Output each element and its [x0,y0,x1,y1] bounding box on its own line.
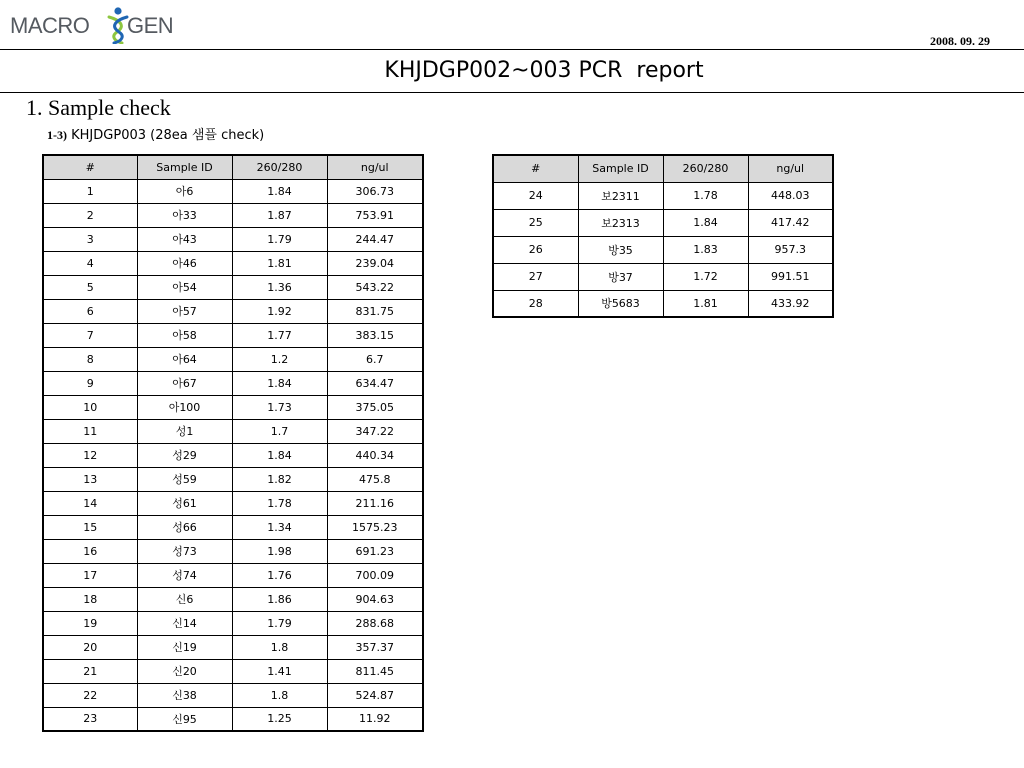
cell-ratio: 1.84 [232,371,327,395]
header-rule-top [0,49,1024,50]
cell-ratio: 1.8 [232,635,327,659]
table-row [493,290,833,317]
section-heading: 1. Sample check [26,95,171,120]
cell-ratio: 1.79 [232,611,327,635]
report-date: 2008. 09. 29 [930,34,990,48]
cell-number: 10 [43,395,137,419]
table-row [43,611,423,635]
cell-sample-id: 방5683 [578,290,663,317]
cell-number: 4 [43,251,137,275]
table-row [43,371,423,395]
cell-concentration: 11.92 [327,707,423,731]
cell-sample-id: 신6 [137,587,232,611]
cell-number: 11 [43,419,137,443]
cell-number: 7 [43,323,137,347]
cell-sample-id: 성61 [137,491,232,515]
table-row [43,707,423,731]
table-body [43,179,423,731]
page-title: KHJDGP002~003 PCR report [384,58,704,83]
cell-sample-id: 신20 [137,659,232,683]
table-row [43,467,423,491]
cell-number: 3 [43,227,137,251]
cell-sample-id: 성59 [137,467,232,491]
cell-sample-id: 성74 [137,563,232,587]
cell-ratio: 1.84 [663,209,748,236]
cell-concentration: 211.16 [327,491,423,515]
cell-number: 9 [43,371,137,395]
table-row [43,299,423,323]
cell-sample-id: 신95 [137,707,232,731]
cell-concentration: 383.15 [327,323,423,347]
cell-concentration: 433.92 [748,290,833,317]
table-row [493,236,833,263]
column-header-sample-id: Sample ID [578,155,663,182]
table-row [43,491,423,515]
column-header-concentration: ng/ul [327,155,423,179]
cell-ratio: 1.36 [232,275,327,299]
table-row [43,347,423,371]
cell-sample-id: 아43 [137,227,232,251]
column-header-concentration: ng/ul [748,155,833,182]
table-row [43,659,423,683]
cell-sample-id: 아57 [137,299,232,323]
cell-ratio: 1.77 [232,323,327,347]
cell-number: 13 [43,467,137,491]
cell-sample-id: 성29 [137,443,232,467]
cell-number: 19 [43,611,137,635]
cell-concentration: 347.22 [327,419,423,443]
cell-sample-id: 성66 [137,515,232,539]
cell-ratio: 1.87 [232,203,327,227]
cell-ratio: 1.41 [232,659,327,683]
cell-ratio: 1.79 [232,227,327,251]
cell-concentration: 700.09 [327,563,423,587]
cell-concentration: 1575.23 [327,515,423,539]
cell-ratio: 1.2 [232,347,327,371]
table-row [43,683,423,707]
cell-sample-id: 신38 [137,683,232,707]
cell-concentration: 6.7 [327,347,423,371]
cell-concentration: 811.45 [327,659,423,683]
cell-sample-id: 아64 [137,347,232,371]
cell-number: 12 [43,443,137,467]
cell-ratio: 1.98 [232,539,327,563]
cell-ratio: 1.78 [232,491,327,515]
cell-number: 5 [43,275,137,299]
cell-ratio: 1.86 [232,587,327,611]
table-row [43,395,423,419]
table-row [493,209,833,236]
subsection-number: 1-3) [47,128,67,142]
cell-sample-id: 아6 [137,179,232,203]
cell-ratio: 1.7 [232,419,327,443]
cell-ratio: 1.81 [232,251,327,275]
cell-sample-id: 성73 [137,539,232,563]
cell-concentration: 448.03 [748,182,833,209]
cell-ratio: 1.82 [232,467,327,491]
table-row [493,182,833,209]
cell-sample-id: 아46 [137,251,232,275]
cell-concentration: 475.8 [327,467,423,491]
table-row [43,227,423,251]
cell-concentration: 831.75 [327,299,423,323]
column-header-sample-id: Sample ID [137,155,232,179]
cell-ratio: 1.73 [232,395,327,419]
table-row [43,251,423,275]
cell-concentration: 524.87 [327,683,423,707]
sample-table-left [42,154,424,732]
cell-sample-id: 보2311 [578,182,663,209]
table-row [43,443,423,467]
cell-number: 8 [43,347,137,371]
subsection-heading [47,124,264,143]
cell-concentration: 244.47 [327,227,423,251]
table-row [43,179,423,203]
cell-number: 1 [43,179,137,203]
cell-number: 24 [493,182,578,209]
cell-concentration: 753.91 [327,203,423,227]
cell-sample-id: 아33 [137,203,232,227]
table-row [43,587,423,611]
cell-concentration: 239.04 [327,251,423,275]
table-row [43,323,423,347]
cell-ratio: 1.92 [232,299,327,323]
cell-sample-id: 신19 [137,635,232,659]
cell-sample-id: 성1 [137,419,232,443]
cell-concentration: 417.42 [748,209,833,236]
cell-number: 25 [493,209,578,236]
cell-number: 18 [43,587,137,611]
cell-concentration: 306.73 [327,179,423,203]
table-row [43,419,423,443]
cell-concentration: 288.68 [327,611,423,635]
table-header-row [43,155,423,179]
cell-ratio: 1.81 [663,290,748,317]
header-rule-bottom [0,92,1024,93]
cell-number: 14 [43,491,137,515]
table-row [43,539,423,563]
cell-sample-id: 신14 [137,611,232,635]
cell-number: 26 [493,236,578,263]
cell-ratio: 1.76 [232,563,327,587]
cell-concentration: 957.3 [748,236,833,263]
cell-concentration: 991.51 [748,263,833,290]
cell-sample-id: 아100 [137,395,232,419]
cell-sample-id: 방35 [578,236,663,263]
cell-ratio: 1.72 [663,263,748,290]
column-header-ratio: 260/280 [663,155,748,182]
table-row [493,263,833,290]
table-row [43,635,423,659]
cell-sample-id: 보2313 [578,209,663,236]
cell-ratio: 1.78 [663,182,748,209]
cell-concentration: 440.34 [327,443,423,467]
cell-number: 27 [493,263,578,290]
cell-concentration: 691.23 [327,539,423,563]
cell-concentration: 543.22 [327,275,423,299]
cell-number: 2 [43,203,137,227]
cell-concentration: 904.63 [327,587,423,611]
cell-number: 21 [43,659,137,683]
cell-concentration: 634.47 [327,371,423,395]
cell-sample-id: 아54 [137,275,232,299]
table-row [43,515,423,539]
cell-concentration: 357.37 [327,635,423,659]
cell-sample-id: 아67 [137,371,232,395]
macrogen-logo [10,6,190,42]
cell-number: 16 [43,539,137,563]
cell-ratio: 1.8 [232,683,327,707]
table-row [43,275,423,299]
column-header-number: # [493,155,578,182]
cell-number: 22 [43,683,137,707]
cell-ratio: 1.84 [232,179,327,203]
logo-text-left: MACRO [10,13,90,38]
cell-sample-id: 아58 [137,323,232,347]
logo-text-right: GEN [127,13,174,38]
cell-ratio: 1.34 [232,515,327,539]
table-row [43,563,423,587]
cell-number: 28 [493,290,578,317]
table-body [493,182,833,317]
cell-ratio: 1.83 [663,236,748,263]
sample-table-right [492,154,834,318]
cell-number: 6 [43,299,137,323]
column-header-ratio: 260/280 [232,155,327,179]
cell-ratio: 1.25 [232,707,327,731]
cell-number: 17 [43,563,137,587]
table-header-row [493,155,833,182]
cell-concentration: 375.05 [327,395,423,419]
cell-sample-id: 방37 [578,263,663,290]
cell-ratio: 1.84 [232,443,327,467]
subsection-text: KHJDGP003 (28ea 샘플 check) [67,128,265,143]
column-header-number: # [43,155,137,179]
table-row [43,203,423,227]
cell-number: 20 [43,635,137,659]
cell-number: 15 [43,515,137,539]
cell-number: 23 [43,707,137,731]
